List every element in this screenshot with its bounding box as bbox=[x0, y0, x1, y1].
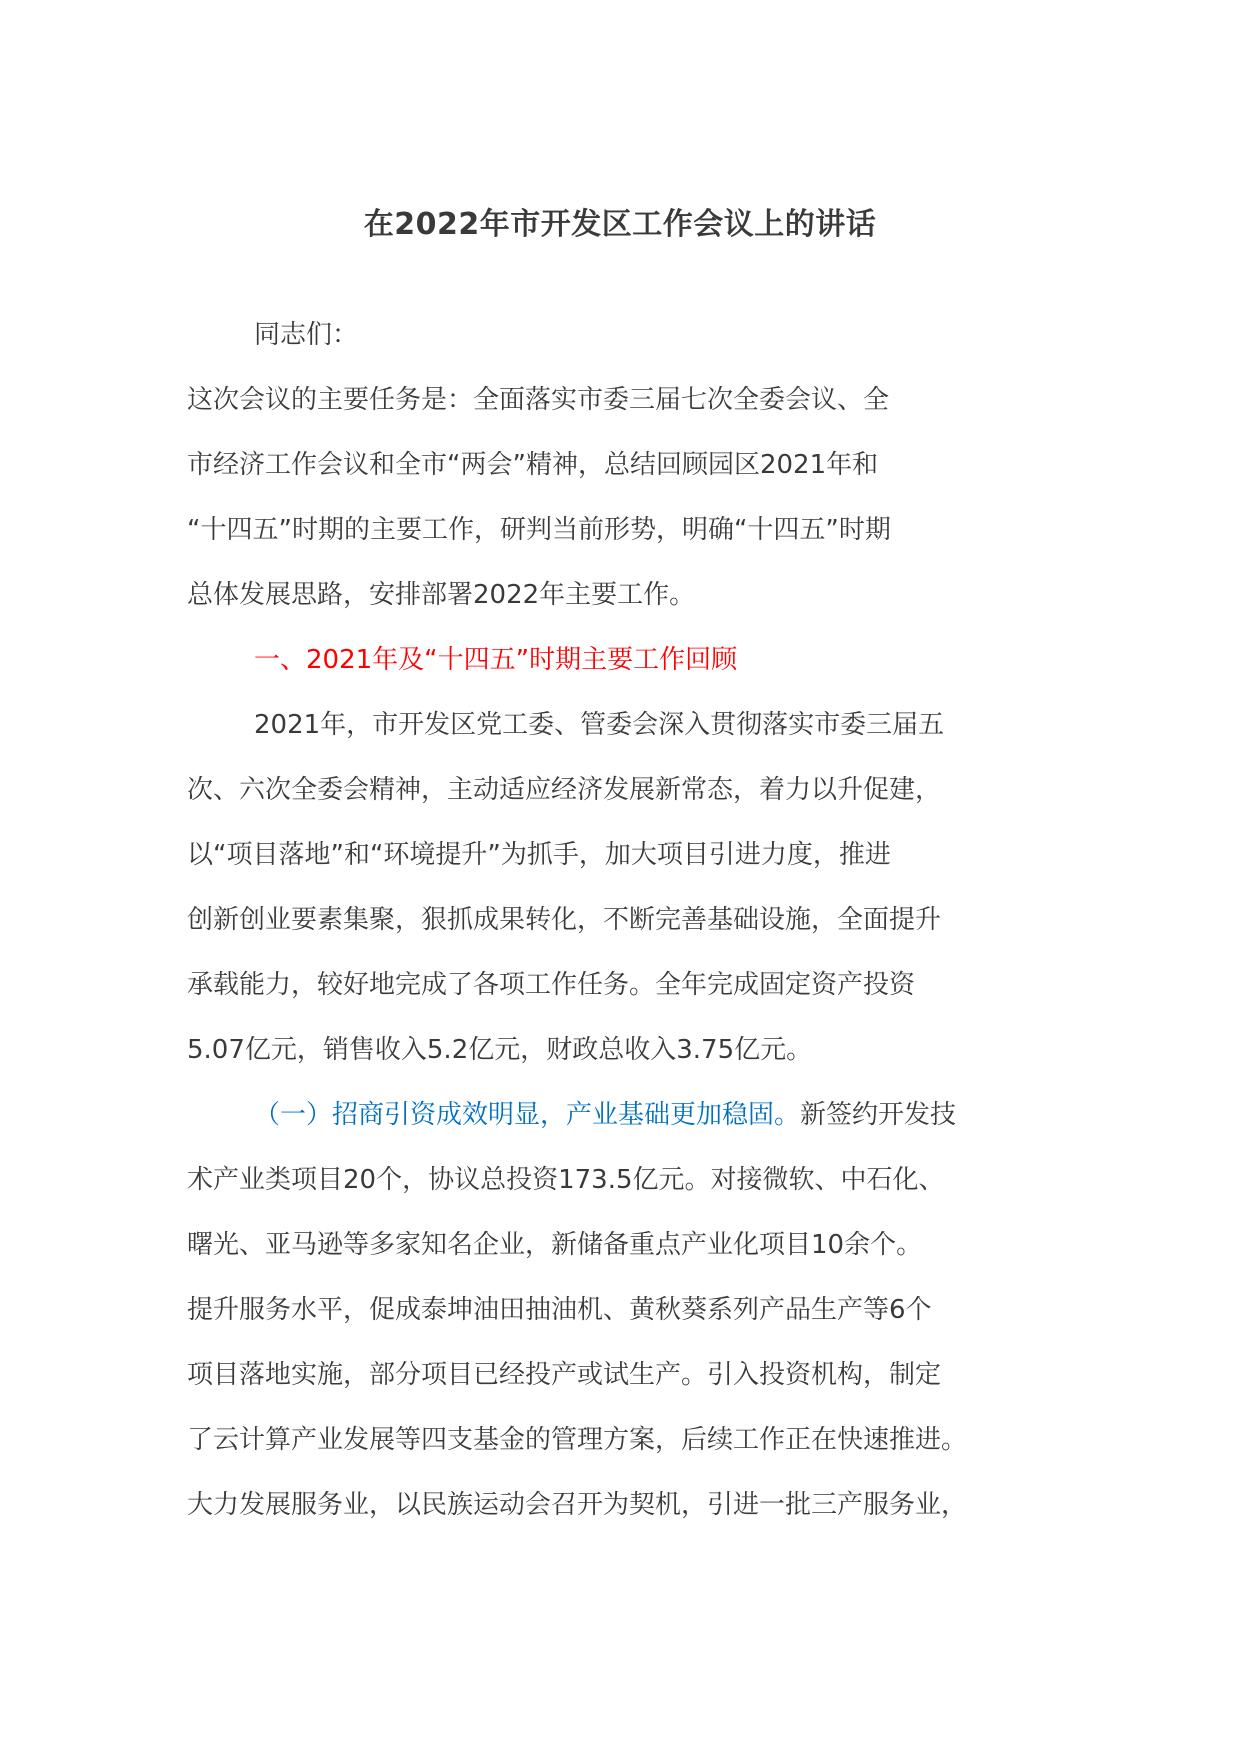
salutation bbox=[187, 303, 1067, 368]
intro-line: “十四五”时期的主要工作，研判当前形势，明确“十四五”时期 bbox=[187, 515, 891, 545]
subsection-line: 项目落地实施，部分项目已经投产或试生产。引入投资机构，制定 bbox=[187, 1360, 942, 1390]
intro-line: 这次会议的主要任务是：全面落实市委三届七次全委会议、全 bbox=[187, 385, 890, 415]
intro-paragraph bbox=[187, 368, 1067, 628]
subsection-line: 了云计算产业发展等四支基金的管理方案，后续工作正在快速推进。 bbox=[187, 1425, 968, 1455]
review-line: 次、六次全委会精神，主动适应经济发展新常态，着力以升促建， bbox=[187, 775, 942, 805]
salutation-text: 同志们： bbox=[254, 320, 359, 350]
intro-line: 总体发展思路，安排部署2022年主要工作。 bbox=[187, 580, 696, 610]
review-line: 2021年，市开发区党工委、管委会深入贯彻落实市委三届五 bbox=[254, 710, 945, 740]
review-line: 创新创业要素集聚，狠抓成果转化，不断完善基础设施，全面提升 bbox=[187, 905, 942, 935]
subsection-line: 大力发展服务业，以民族运动会召开为契机，引进一批三产服务业， bbox=[187, 1490, 968, 1520]
intro-line: 市经济工作会议和全市“两会”精神，总结回顾园区2021年和 bbox=[187, 450, 879, 480]
section-heading-text: 一、2021年及“十四五”时期主要工作回顾 bbox=[254, 645, 738, 675]
subsection-line: 术产业类项目20个，协议总投资173.5亿元。对接微软、中石化、 bbox=[187, 1165, 945, 1195]
subsection-first-line bbox=[187, 1083, 1067, 1148]
review-line: 5.07亿元，销售收入5.2亿元，财政总收入3.75亿元。 bbox=[187, 1035, 813, 1065]
document-body bbox=[187, 303, 1067, 1538]
subsection-first-line-rest: 新签约开发技 bbox=[800, 1100, 957, 1130]
section-one-heading bbox=[187, 628, 1067, 693]
subsection-lead: （一）招商引资成效明显，产业基础更加稳固。 bbox=[254, 1100, 801, 1130]
review-paragraph bbox=[187, 693, 1067, 1083]
document-title: 在2022年市开发区工作会议上的讲话 bbox=[363, 207, 877, 242]
review-line: 承载能力，较好地完成了各项工作任务。全年完成固定资产投资 bbox=[187, 970, 916, 1000]
subsection-line: 提升服务水平，促成泰坤油田抽油机、黄秋葵系列产品生产等6个 bbox=[187, 1295, 932, 1325]
review-line: 以“项目落地”和“环境提升”为抓手，加大项目引进力度，推进 bbox=[187, 840, 891, 870]
subsection-one-paragraph bbox=[187, 1083, 1067, 1538]
subsection-line: 曙光、亚马逊等多家知名企业，新储备重点产业化项目10余个。 bbox=[187, 1230, 923, 1260]
